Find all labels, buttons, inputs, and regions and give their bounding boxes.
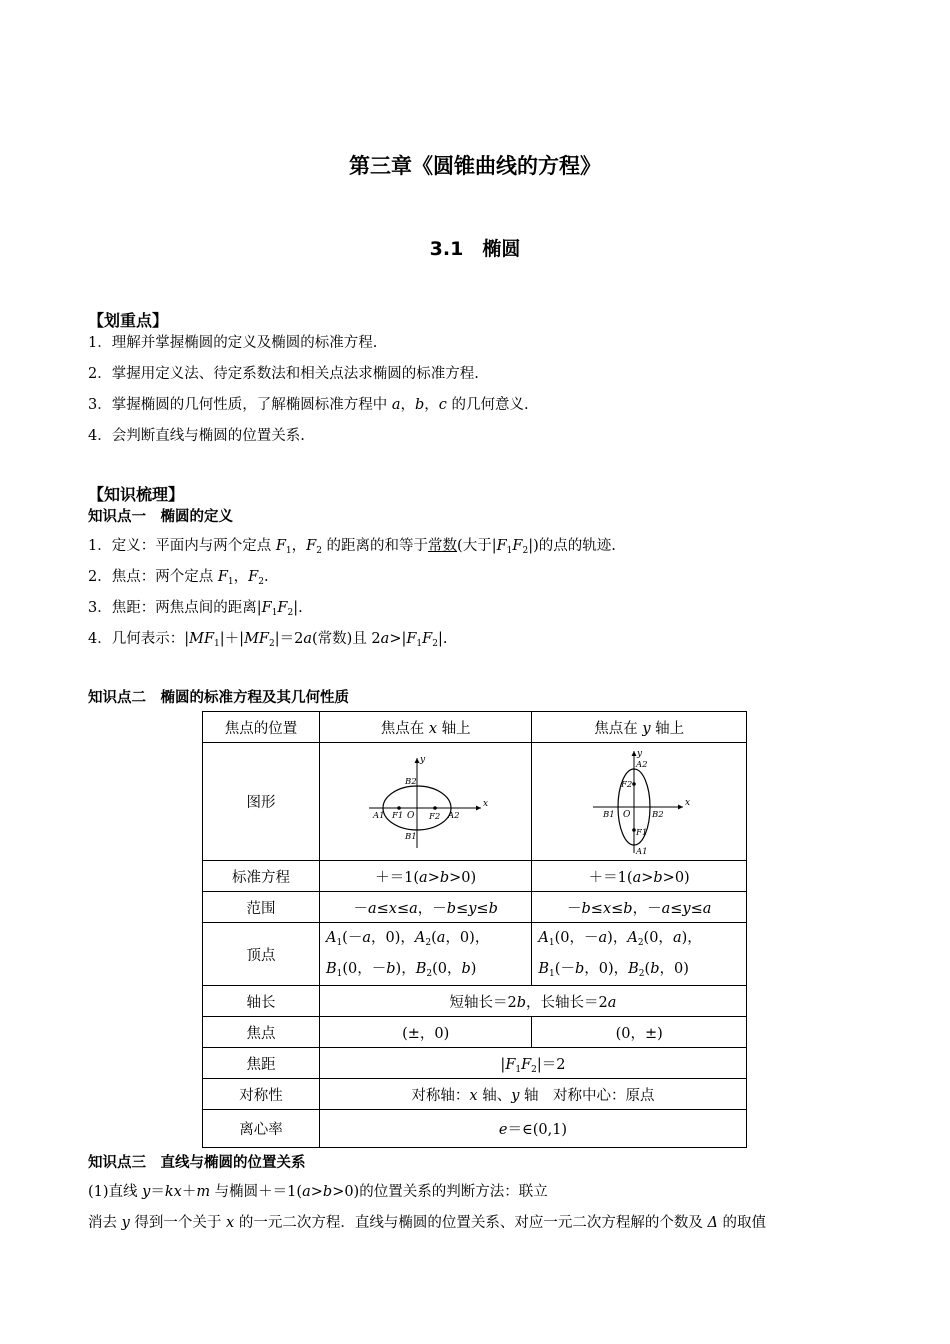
label-F1: F1 (391, 810, 403, 821)
symmetry-value: 对称轴：x 轴、y 轴 对称中心：原点 (319, 1079, 746, 1110)
kp2-title: 知识点二 椭圆的标准方程及其几何性质 (88, 690, 349, 706)
x-axis-label-y: x (685, 797, 691, 808)
kp1-definition: 1．定义：平面内与两个定点 $F_1$，$F_2$ 的距离的和等于常数(大于$|F_1F_2|$)的点的轨迹. (88, 538, 616, 556)
kp3-line-2: 消去 y 得到一个关于 x 的一元二次方程．直线与椭圆的位置关系、对应一元二次方程解的个数及 Δ 的取值 (88, 1215, 767, 1231)
kp3-title: 知识点三 直线与椭圆的位置关系 (88, 1155, 306, 1171)
focus-item-3: 3．掌握椭圆的几何性质，了解椭圆标准方程中 a，b，c 的几何意义. (88, 397, 529, 413)
label-F2-y: F2 (621, 779, 633, 790)
range-y: －b≤x≤b，－a≤y≤a (532, 892, 747, 923)
table-row (203, 986, 747, 1017)
def-prefix: 1．定义：平面内与两个定点 (88, 538, 272, 554)
chapter-title: 第三章《圆锥曲线的方程》 (349, 154, 601, 178)
eccentricity-label: 离心率 (203, 1110, 320, 1148)
label-A1: A1 (372, 810, 385, 821)
kp1-title: 知识点一 椭圆的定义 (88, 509, 233, 525)
header-x-focus: 焦点在 x 轴上 (319, 712, 531, 743)
focus-item-4: 4．会判断直线与椭圆的位置关系. (88, 428, 305, 444)
symmetry-label: 对称性 (203, 1079, 320, 1110)
focus-item-2: 2．掌握用定义法、待定系数法和相关点法求椭圆的标准方程. (88, 366, 479, 382)
origin-label-y: O (623, 809, 631, 820)
table-row (203, 1017, 747, 1048)
foci-label: 焦点 (203, 1017, 320, 1048)
def-underline: 常数 (428, 538, 458, 554)
header-position: 焦点的位置 (203, 712, 320, 743)
vertices-label: 顶点 (203, 923, 320, 986)
equation-y: ＋＝1(a>b>0) (532, 861, 747, 892)
ellipse-properties-table (202, 711, 747, 1148)
kp1-focal-distance: 3．焦距：两焦点间的距离$|F_1F_2|$. (88, 600, 303, 618)
label-F1-y: F1 (636, 827, 648, 838)
equation-x: ＋＝1(a>b>0) (319, 861, 531, 892)
focus-heading: 【划重点】 (88, 311, 169, 330)
axes-label: 轴长 (203, 986, 320, 1017)
ellipse-x-figure (361, 752, 491, 852)
table-row (203, 1079, 747, 1110)
table-row (203, 712, 747, 743)
vertices-x: $A_1(-a$，0)，$A_2(a$，0)， $B_1(0$，－b)，$B_2(0$，b) (319, 923, 531, 986)
knowledge-heading: 【知识梳理】 (88, 485, 185, 504)
focus-item-1: 1．理解并掌握椭圆的定义及椭圆的标准方程. (88, 335, 378, 351)
label-A2: A2 (447, 810, 460, 821)
section-title: 3.1 椭圆 (429, 238, 521, 260)
table-row (203, 1110, 747, 1148)
kp1-geometric: 4．几何表示：$|MF_1|+|MF_2|=2a$(常数)且 $2a>|F_1F_2|$. (88, 631, 448, 649)
focal-label: 焦距 (203, 1048, 320, 1079)
ellipse-y-figure (589, 747, 689, 857)
axes-value: 短轴长＝2b，长轴长＝2a (319, 986, 746, 1017)
label-F2: F2 (428, 811, 440, 822)
vertices-y: $A_1(0$，－a)，$A_2(0$，a)， $B_1(-b$，0)，$B_2(b$，0) (532, 923, 747, 986)
foci-y: (0，±) (532, 1017, 747, 1048)
kp1-foci: 2．焦点：两个定点 $F_1$，$F_2$. (88, 569, 269, 587)
table-row (203, 1048, 747, 1079)
label-B1: B1 (404, 831, 417, 842)
figure-label: 图形 (203, 743, 320, 861)
x-axis-label: x (482, 798, 488, 809)
figure-x-cell (319, 743, 531, 861)
focal-value: $|F_1F_2|=2$ (319, 1048, 746, 1079)
equation-label: 标准方程 (203, 861, 320, 892)
table-row (203, 892, 747, 923)
label-B2-y: B2 (652, 809, 664, 820)
table-row (203, 861, 747, 892)
label-A2-y: A2 (636, 759, 648, 770)
header-y-focus: 焦点在 y 轴上 (532, 712, 747, 743)
foci-x: (±，0) (319, 1017, 531, 1048)
range-label: 范围 (203, 892, 320, 923)
table-row (203, 923, 747, 986)
eccentricity-value: e＝∈(0,1) (319, 1110, 746, 1148)
origin-label: O (406, 810, 415, 821)
label-A1-y: A1 (636, 846, 648, 857)
def-mid: 的距离的和等于 (326, 538, 429, 554)
figure-y-cell (532, 743, 747, 861)
y-axis-label-y: y (637, 748, 643, 759)
kp3-line-1: (1)直线 y＝kx＋m 与椭圆＋＝1(a>b>0)的位置关系的判断方法：联立 (88, 1184, 548, 1200)
label-B1-y: B1 (603, 809, 615, 820)
y-axis-label: y (419, 754, 425, 765)
table-row (203, 743, 747, 861)
range-x: －a≤x≤a，－b≤y≤b (319, 892, 531, 923)
label-B2: B2 (404, 776, 417, 787)
